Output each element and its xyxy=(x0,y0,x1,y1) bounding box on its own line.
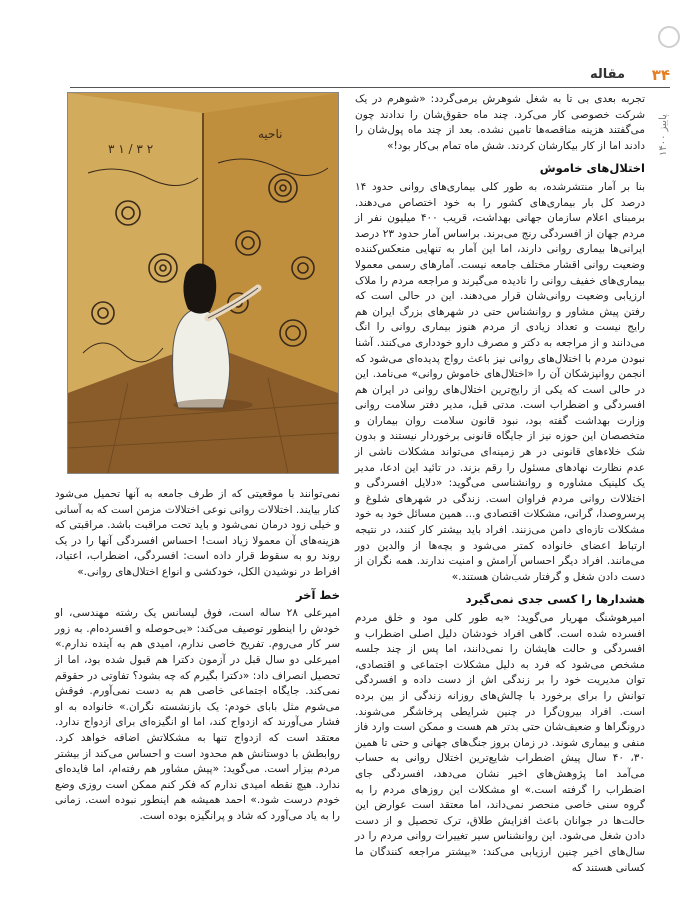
wall-writing-left: ٢ ٣ / ١ ٣ xyxy=(108,142,154,156)
header-divider xyxy=(70,87,670,88)
heading-last-line: خط آخر xyxy=(296,587,340,602)
paragraph-continuation: نمی‌توانند با موقعیتی که از طرف جامعه به آنها تحمیل می‌شود کنار بیایند. اختلالات روانی نوعی اختلالات مزمن است که به آسانی و خیلی زود درمان نمی‌شود و باید تحت مراقبت باشد. مراقبتی که هزینه‌های آن معمولا زیاد است! احساس افسردگی آنها را در یک روند رو به سقوط قرار داده است: افسردگی، اضطراب، اعتیاد، افراط در نوشیدن الکل، خودکشی و انواع اختلال‌های روانی.» xyxy=(55,488,340,578)
paragraph-last-line: امیرعلی ۲۸ ساله است، فوق لیسانس یک رشته مهندسی، او خودش را اینطور توصیف می‌کند: «بی‌حوصله و افسرده‌ام. به زور سر کار می‌روم. تفریح خاصی ندارم، امیدی هم به آینده ندارم.» امیرعلی دو سال قبل در آزمون دکترا هم قبول شده بود، اما از تحصیل انصراف داد: «دکترا بگیرم که چه بشود؟ تفاوتی در حقوقم نمی‌کند. جایگاه اجتماعی خاصی هم به دست نمی‌آورم. فوقش می‌شوم مثل بابای خودم: یک بازنشسته نگران.» خانواده به او فشار می‌آورند که ازدواج کند، اما او انگیزه‌ای برای ازدواج ندارد. معتقد است که ازدواج تنها به مشکلاتش اضافه خواهد کرد. روابطش با دوستانش هم محدود است و احساس می‌کند از بیشتر مردم بیزار است. می‌گوید: «پیش مشاور هم رفته‌ام، اما فایده‌ای ندارد. هیچ نقطه امیدی ندارم که فکر کنم ممکن است روزی وضع خودم درست شود.» احمد همیشه هم اینطور نبوده است. زمانی را به یاد می‌آورد که شاد و پرانگیزه بوده است. xyxy=(55,607,340,822)
left-column xyxy=(55,487,340,827)
heading-silent-disorders: اختلال‌های خاموش xyxy=(539,161,645,176)
wall-writing-right: ناحیه xyxy=(258,127,283,141)
page-number: ۳۴ xyxy=(651,66,670,84)
paragraph-warnings: امیرهوشنگ مهریار می‌گوید: «به طور کلی مود و خلق مردم افسرده شده است. گاهی افراد خودشان دلیل اصلی اضطراب و افسردگی و حالت هایشان را نمی‌دانند، اما پس از چند جلسه مشخص می‌شود که فرد به دلیل مشکلات اجتماعی و اقتصادی، توان مدیریت خود را بر زندگی اش از دست داده و افسردگی توانش را برای برخورد با چالش‌های روزانه زندگی از بین برده است. افراد بیرون‌گرا در چنین شرایطی پرخاشگر می‌شوند. درونگراها و ضعیف‌شان حتی بدتر هم هست و ممکن است وارد فاز منفی و بیماری شوند. در زمان بروز جنگ‌های جهانی و حتی تا همین ۳۰، ۴۰ سال پیش اضطراب شایع‌ترین اختلال روانی به حساب می‌آمد اما پژوهش‌های اخیر نشان می‌دهد، افسردگی جای اضطراب را گرفته است.» او مشکلات این روزهای مردم را به گروه سنی خاصی منحصر نمی‌داند، اما معتقد است عوارض این حالت‌ها در جوانان باعث افزایش طلاق، ترک تحصیل و از دست دادن شغل می‌شود. این روانشناس سیر تغییرات روانی مردم را در سال‌های اخیر چنین ارزیابی می‌کند: «بیشتر مراجعه کنندگان ما کسانی هستند که xyxy=(355,612,645,874)
section-title: مقاله xyxy=(589,67,625,82)
paragraph-silent-disorders: بنا بر آمار منتشرشده، به طور کلی بیماری‌های روانی حدود ۱۴ درصد کل بار بیماری‌های کشور را به خود اختصاص می‌دهند. برمبنای اعلام سازمان جهانی بهداشت، قریب ۴۰۰ میلیون نفر از مردم جهان از افسردگی رنج می‌برند. براساس آمار حدود ۲۳ درصد ایرانی‌ها بیماری روانی دارند، اما این آمار به تنهایی منعکس‌کننده وضعیت روانی اقشار مختلف جامعه نیست. آمارهای رسمی معمولا بیماری‌های خفیف روانی را نادیده می‌گیرند و مراجعه مردم را ملاک ارزیابی وضعیت روانی‌شان قرار می‌دهند. این در حالی است که رفتن پیش مشاور و روانشناس حتی در شهرهای بزرگ ایران هم رایج نیست و تعداد زیادی از مردم هنوز بیماری روانی را انگ می‌دانند و از مراجعه به دکتر و مصرف دارو خودداری می‌کنند. آشنا نبودن مردم با اختلال‌های روانی نیز باعث رواج پدیده‌ای می‌شود که انجمن روانپزشکان آن را «اختلال‌های خاموش روانی» می‌نامد. این در حالی است که یکی از رایج‌ترین اختلال‌های روانی در ایران هم افسردگی و اضطراب است. مدتی قبل، مدیر دفتر سلامت روانی وزارت بهداشت گفته بود، نبود قانون سلامت روان بیماران و متخصصان این حوزه نیز از جایگاه قانونی برخوردار نیستند و بدون شک خلاءهای قانونی در هر زمینه‌ای می‌تواند مشکلات ناشی از عدم نظارت نهادهای مسئول را رقم بزند. در تائید این ادعا، مدیر یک کلینیک مشاوره و روانشناسی می‌گوید: «دلایل افسردگی و اختلالات روانی مردم فراوان است. زندگی در شهرهای شلوغ و پرسروصدا، گرانی، مشکلات اقتصادی و... همین مسائل خود به خود مشکلات تازه‌ای دامن می‌زنند. افراد باید بیشتر کار کنند، در نتیجه ارتباط اعضای خانواده کمتر می‌شود و بچه‌ها از والدین دور می‌مانند. افراد دیگر احساس آرامش و امنیت ندارند. همه نگران از دست دادن شغل و گرفتار شب‌شان هستند.» xyxy=(355,180,645,583)
heading-warnings: هشدارها را کسی جدی نمی‌گیرد xyxy=(465,592,645,607)
right-column xyxy=(355,92,645,879)
illustration-girl-drawing-spirals xyxy=(67,92,339,474)
issue-date: پاییز ۱۴۰۰ xyxy=(658,114,669,156)
magazine-logo-icon xyxy=(658,26,680,48)
intro-paragraph: تجربه بعدی بی تا به شغل شوهرش برمی‌گردد: «شوهرم در یک شرکت خصوصی کار می‌کرد. چند ماه حقوق‌شان را ندادند چون می‌گفتند هزینه مناقصه‌ها تامین نشده. بعد از چند ماه پول‌شان را دادند اما از کار بیکارشان کردند. شش ماه تمام بی‌کار بود!» xyxy=(355,93,645,152)
